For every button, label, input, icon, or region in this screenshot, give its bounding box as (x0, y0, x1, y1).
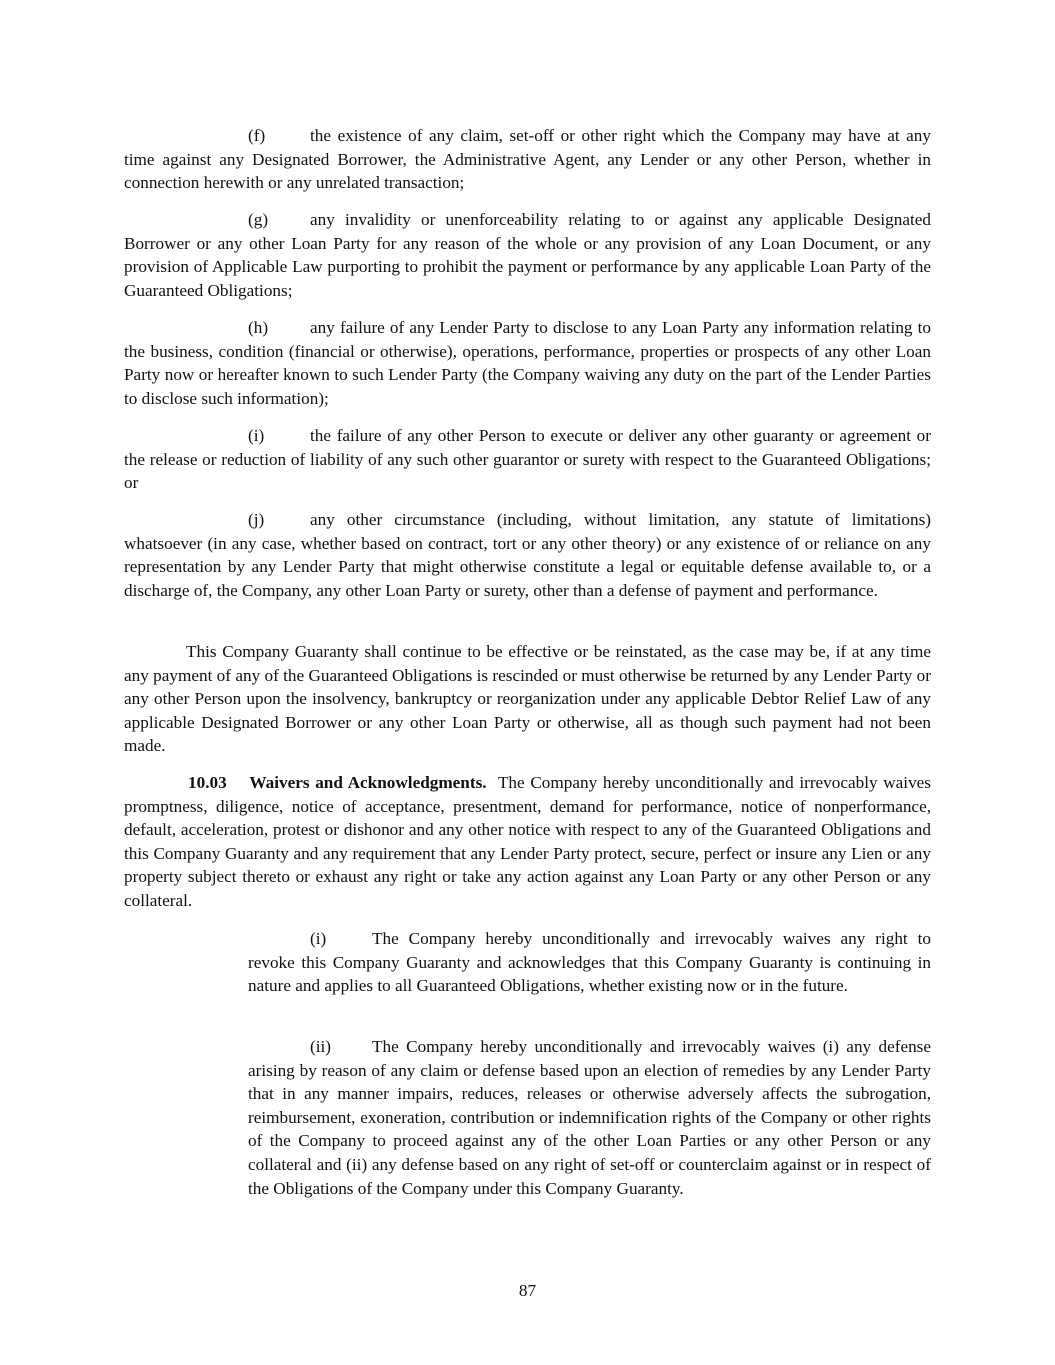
subclause-text: The Company hereby unconditionally and irrevocably waives any right to revoke this Company Guaranty and acknowledges that this Company Guaranty is continuing in nature and applies to all Guaranteed Obligations, whether existing now or in the future. (248, 929, 931, 996)
clause-text: any other circumstance (including, without limitation, any statute of limitations) whatsoever (in any case, whether based on contract, tort or any other theory) or any existence of or reliance on any representation by any Lender Party that might otherwise constitute a legal or equitable defense available to, or a discharge of, the Company, any other Loan Party or surety, other than a defense of payment and performance. (124, 510, 931, 600)
clause-i (124, 424, 931, 495)
clause-text: the existence of any claim, set-off or other right which the Company may have at any time against any Designated Borrower, the Administrative Agent, any Lender or any other Person, whether in connection herewith or any unrelated transaction; (124, 126, 931, 193)
subclause-ii (248, 1035, 931, 1200)
section-text: The Company hereby unconditionally and irrevocably waives promptness, diligence, notice of acceptance, presentment, demand for performance, notice of nonperformance, default, acceleration, protest or dishonor and any other notice with respect to any of the Guaranteed Obligations and this Company Guaranty and any requirement that any Lender Party protect, secure, perfect or insure any Lien or any property subject thereto or exhaust any right or take any action against any Loan Party or any other Person or any collateral. (124, 773, 931, 910)
clause-text: any invalidity or unenforceability relating to or against any applicable Designated Borrower or any other Loan Party for any reason of the whole or any provision of any Loan Document, or any provision of Applicable Law purporting to prohibit the payment or performance by any applicable Loan Party of the Guaranteed Obligations; (124, 210, 931, 300)
clause-g (124, 208, 931, 302)
clause-label: (h) (248, 318, 269, 337)
subclause-label: (i) (310, 929, 327, 948)
subclause-label: (ii) (310, 1037, 331, 1056)
section-title: Waivers and Acknowledgments. (249, 773, 487, 792)
clause-label: (i) (248, 426, 265, 445)
section-number: 10.03 (188, 773, 227, 792)
page-number: 87 (518, 1281, 537, 1300)
subclause-text: The Company hereby unconditionally and irrevocably waives (i) any defense arising by reason of any claim or defense based upon an election of remedies by any Lender Party that in any manner impairs, reduces, releases or otherwise adversely affects the subrogation, reimbursement, exoneration, contribution or indemnification rights of the Company or other rights of the Company to proceed against any of the other Loan Parties or any other Person or any collateral and (ii) any defense based on any right of set-off or counterclaim against or in respect of the Obligations of the Company under this Company Guaranty. (248, 1037, 931, 1198)
continuation-paragraph (124, 640, 931, 758)
section-10-03 (124, 771, 931, 913)
clause-j (124, 508, 931, 602)
subclause-i (248, 927, 931, 998)
clause-text: the failure of any other Person to execute or deliver any other guaranty or agreement or the release or reduction of liability of any such other guarantor or surety with respect to the Guaranteed Obligations; or (124, 426, 931, 493)
clause-f (124, 124, 931, 195)
clause-label: (g) (248, 210, 269, 229)
clause-h (124, 316, 931, 410)
continuation-text: This Company Guaranty shall continue to be effective or be reinstated, as the case may be, if at any time any payment of any of the Guaranteed Obligations is rescinded or must otherwise be returned by any Lender Party or any other Person upon the insolvency, bankruptcy or reorganization under any applicable Debtor Relief Law of any applicable Designated Borrower or any other Loan Party or otherwise, all as though such payment had not been made. (124, 642, 931, 756)
clause-text: any failure of any Lender Party to disclose to any Loan Party any information relating to the business, condition (financial or otherwise), operations, performance, properties or prospects of any other Loan Party now or hereafter known to such Lender Party (the Company waiving any duty on the part of the Lender Parties to disclose such information); (124, 318, 931, 408)
clause-label: (j) (248, 510, 265, 529)
clause-label: (f) (248, 126, 266, 145)
